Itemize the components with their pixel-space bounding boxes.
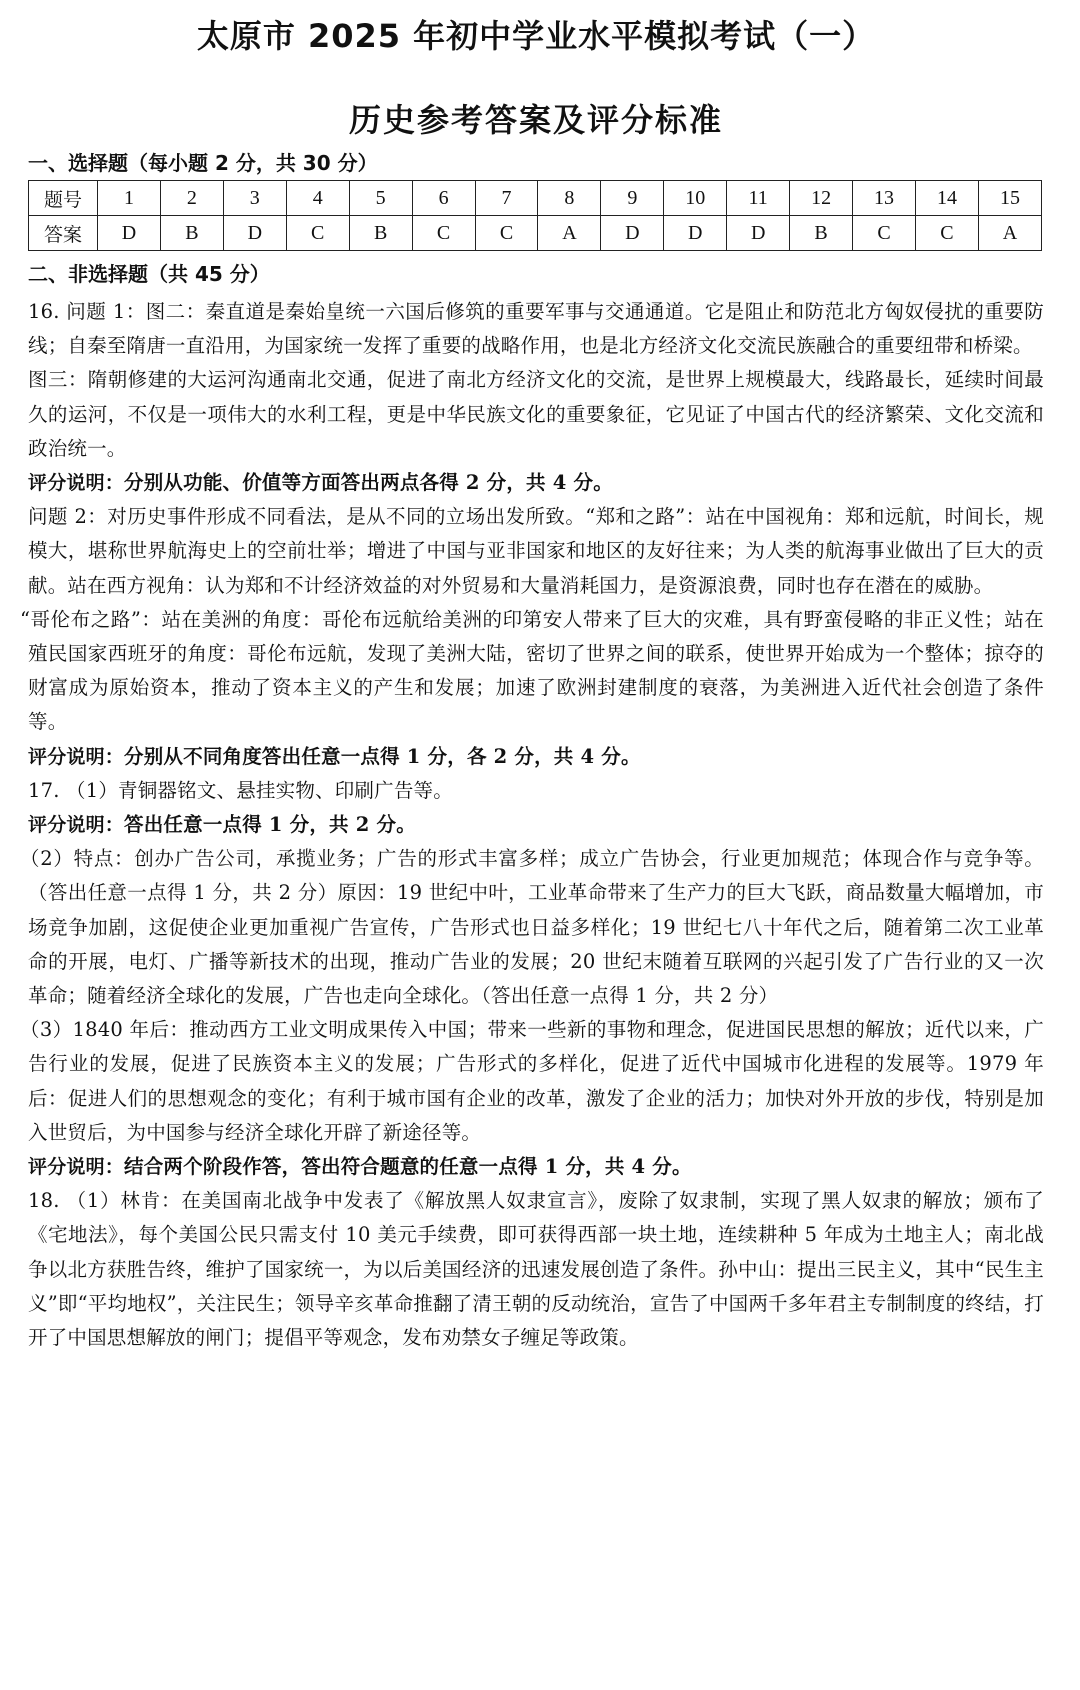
answer-cell: C [412,216,475,251]
q16-part1-figure2: 16. 问题 1：图二：秦直道是秦始皇统一六国后修筑的重要军事与交通通道。它是阻止和防范北方匈奴侵扰的重要防线；自秦至隋唐一直沿用，为国家统一发挥了重要的战略作用，也是北方经济文化交流民族融合的重要纽带和桥梁。 [28,300,1044,358]
q17-part1: 17. （1）青铜器铭文、悬挂实物、印刷广告等。 [28,778,453,802]
scoring-note [28,1150,1044,1184]
answer-table-number-row [29,181,1042,216]
question-number: 7 [475,181,538,216]
question-number: 11 [727,181,790,216]
question-number: 15 [978,181,1041,216]
q18-part1: 18. （1）林肯：在美国南北战争中发表了《解放黑人奴隶宣言》，废除了奴隶制，实现了黑人奴隶的解放；颁布了《宅地法》，每个美国公民只需支付 10 美元手续费，即可获得西部一块土地，连续耕种 5 年成为土地主人；南北战争以北方获胜告终，维护了国家统一，为以后美国经济的迅速发展创造了条件。孙中山：提出三民主义，其中“民生主义”即“平均地权”，关注民生；领导辛亥革命推翻了清王朝的反动统治，宣告了中国两千多年君主专制制度的终结，打开了中国思想解放的闸门；提倡平等观念，发布劝禁女子缠足等政策。 [28,1189,1044,1350]
answer-cell: C [915,216,978,251]
question-number: 3 [223,181,286,216]
question-number: 14 [915,181,978,216]
answer-cell: D [727,216,790,251]
answer-cell: D [664,216,727,251]
answer-cell: C [475,216,538,251]
answer-table [28,180,1042,251]
question-number: 12 [790,181,853,216]
scoring-text: 分别从功能、价值等方面答出两点各得 2 分，共 4 分。 [124,471,613,495]
row-label-number: 题号 [29,181,98,216]
answer-cell: D [601,216,664,251]
question-number: 13 [853,181,916,216]
q16-part2-zhenghe: 问题 2：对历史事件形成不同看法，是从不同的立场出发所致。“郑和之路”：站在中国视角：郑和远航，时间长，规模大，堪称世界航海史上的空前壮举；增进了中国与亚非国家和地区的友好往来；为人类的航海事业做出了巨大的贡献。站在西方视角：认为郑和不计经济效益的对外贸易和大量消耗国力，是资源浪费，同时也存在潜在的威胁。 [28,505,1044,597]
document-subtitle: 历史参考答案及评分标准 [348,101,723,139]
answer-cell: D [223,216,286,251]
scoring-text: 答出任意一点得 1 分，共 2 分。 [124,813,416,837]
question-number: 2 [160,181,223,216]
scoring-label: 评分说明： [28,814,125,837]
answer-table-answer-row [29,216,1042,251]
q17-part2: （2）特点：创办广告公司，承揽业务；广告的形式丰富多样；成立广告协会，行业更加规范；体现合作与竞争等。（答出任意一点得 1 分，共 2 分）原因：19 世纪中叶，工业革命带来了生产力的巨大飞跃，商品数量大幅增加，市场竞争加剧，这促使企业更加重视广告宣传，广告形式也日益多样化；19 世纪七八十年代之后，随着第二次工业革命的开展，电灯、广播等新技术的出现，推动广告业的发展；20 世纪末随着互联网的兴起引发了广告行业的又一次革命；随着经济全球化的发展，广告也走向全球化。（答出任意一点得 1 分，共 2 分） [20,847,1044,1008]
question-number: 1 [98,181,161,216]
answer-cell: B [790,216,853,251]
answer-cell: A [978,216,1041,251]
scoring-text: 分别从不同角度答出任意一点得 1 分，各 2 分，共 4 分。 [124,744,641,768]
question-number: 9 [601,181,664,216]
question-number: 5 [349,181,412,216]
question-number: 10 [664,181,727,216]
section2-body [20,295,1044,1355]
answer-cell: B [160,216,223,251]
scoring-label: 评分说明： [28,1156,125,1179]
scoring-note [28,808,1044,842]
q16-part1-figure3: 图三：隋朝修建的大运河沟通南北交通，促进了南北方经济文化的交流，是世界上规模最大，线路最长，延续时间最久的运河，不仅是一项伟大的水利工程，更是中华民族文化的重要象征，它见证了中国古代的经济繁荣、文化交流和政治统一。 [28,368,1044,460]
answer-cell: B [349,216,412,251]
section1-heading: 一、选择题（每小题 2 分，共 30 分） [28,151,378,175]
q16-part2-columbus: “哥伦布之路”：站在美洲的角度：哥伦布远航给美洲的印第安人带来了巨大的灾难，具有野蛮侵略的非正义性；站在殖民国家西班牙的角度：哥伦布远航，发现了美洲大陆，密切了世界之间的联系，使世界开始成为一个整体；掠夺的财富成为原始资本，推动了资本主义的产生和发展；加速了欧洲封建制度的衰落，为美洲进入近代社会创造了条件等。 [20,607,1044,734]
q17-part3: （3）1840 年后：推动西方工业文明成果传入中国；带来一些新的事物和理念，促进国民思想的解放；近代以来，广告行业的发展，促进了民族资本主义的发展；广告形式的多样化，促进了近代中国城市化进程的发展等。1979 年后：促进人们的思想观念的变化；有利于城市国有企业的改革，激发了企业的活力；加快对外开放的步伐，特别是加入世贸后，为中国参与经济全球化开辟了新途径等。 [20,1018,1044,1144]
scoring-label: 评分说明： [28,745,125,768]
scoring-text: 结合两个阶段作答，答出符合题意的任意一点得 1 分，共 4 分。 [124,1155,692,1179]
answer-cell: C [286,216,349,251]
question-number: 6 [412,181,475,216]
section2-heading: 二、非选择题（共 45 分） [28,262,270,286]
answer-cell: A [538,216,601,251]
answer-cell: C [853,216,916,251]
scoring-note [28,740,1044,774]
scoring-label: 评分说明： [28,472,125,495]
row-label-answer: 答案 [29,216,98,251]
question-number: 4 [286,181,349,216]
answer-cell: D [98,216,161,251]
question-number: 8 [538,181,601,216]
scoring-note [28,466,1044,500]
exam-title: 太原市 2025 年初中学业水平模拟考试（一） [196,17,876,55]
